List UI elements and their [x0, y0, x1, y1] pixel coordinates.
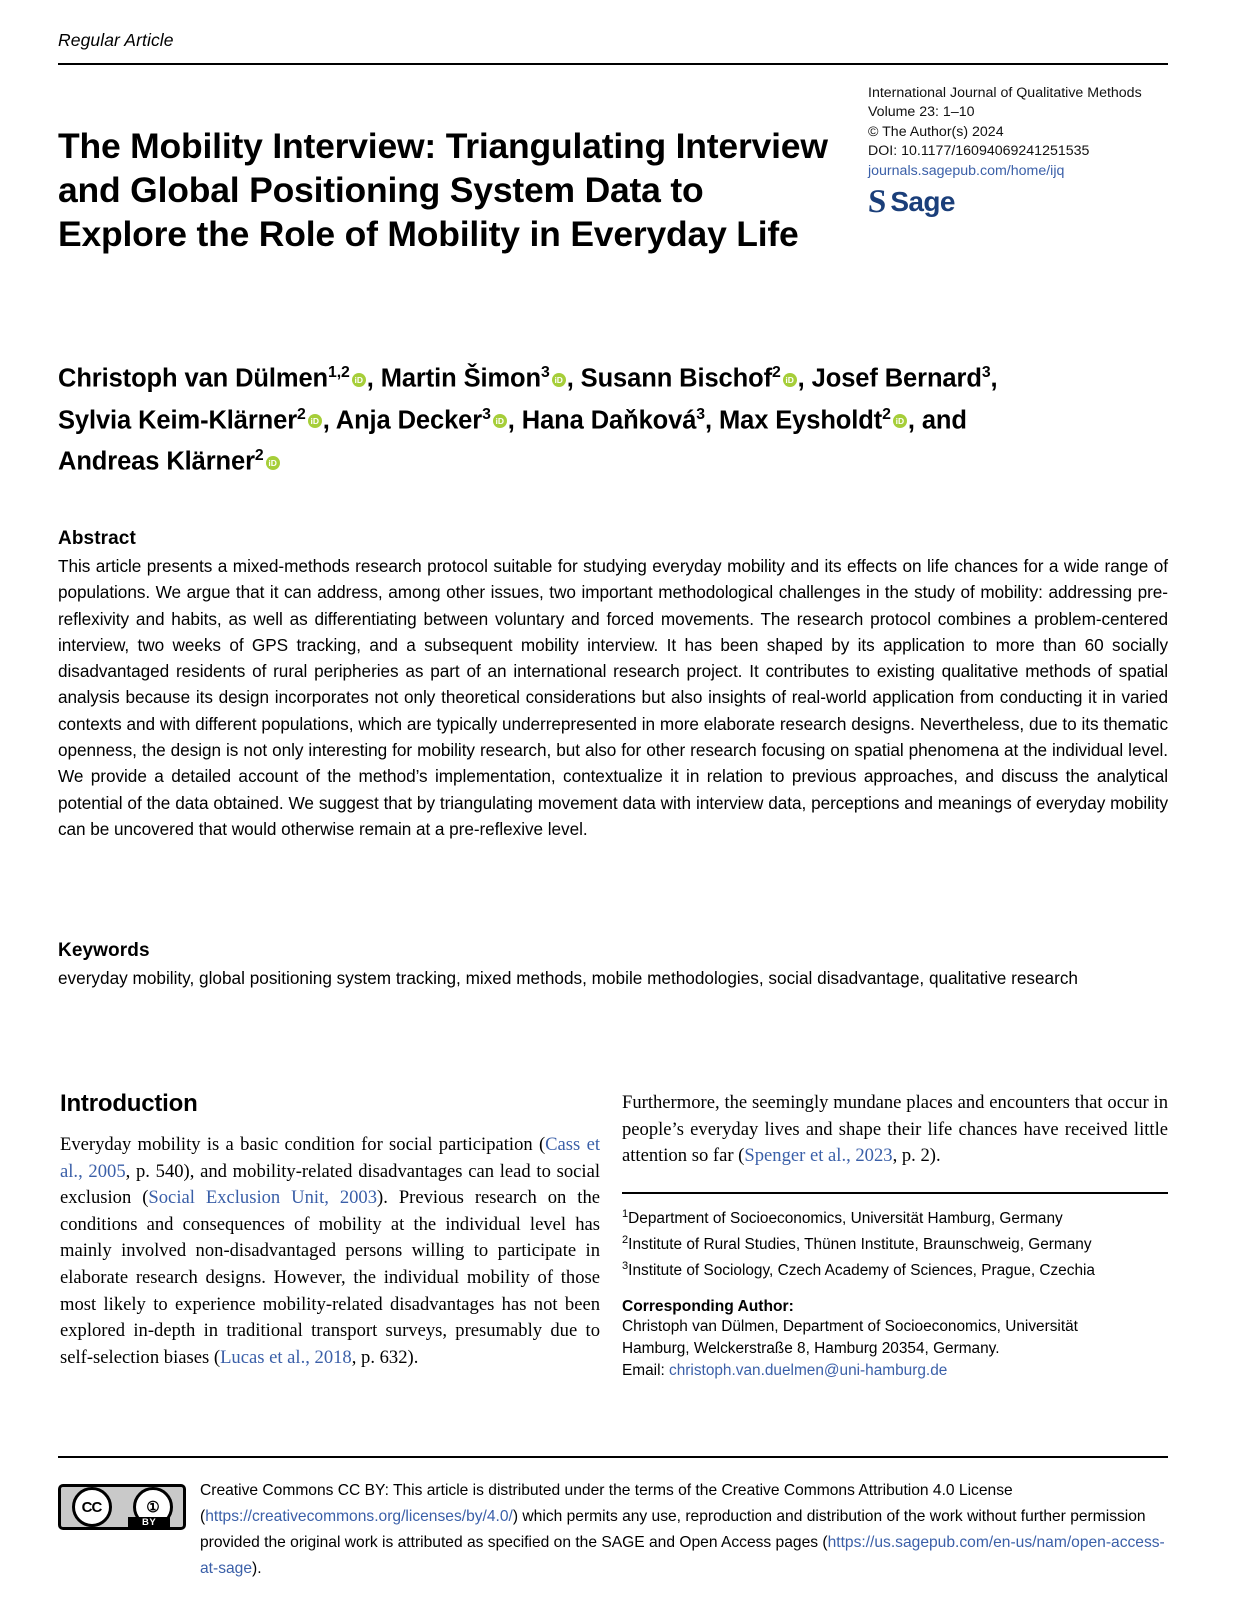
license-link-1[interactable]: https://creativecommons.org/licenses/by/4.0/ — [205, 1508, 513, 1525]
copyright-line: © The Author(s) 2024 — [868, 123, 1004, 140]
keywords-heading: Keywords — [58, 940, 150, 961]
footer-divider — [58, 1456, 1168, 1458]
orcid-icon[interactable]: iD — [352, 373, 366, 387]
doi-line: DOI: 10.1177/16094069241251535 — [868, 143, 1090, 160]
introduction-paragraph — [60, 1132, 600, 1371]
abstract-text: This article presents a mixed-methods research protocol suitable for studying everyday mobility and its effects on life chances for a wide range of populations. We argue that it can address, among other issues, two important methodological challenges in the study of mobility: addressing pre-reflexivity and habits, as well as differentiating between voluntary and forced movements. The research protocol combines a problem-centered interview, two weeks of GPS tracking, and a subsequent mobility interview. It has been shaped by its application to more than 60 socially disadvantaged residents of rural peripheries as part of an international research project. It contributes to existing qualitative methods of spatial analysis because its design incorporates not only theoretical considerations but also insights of real-world application from conducting it in varied contexts and with different populations, which are typically underrepresented in more elaborate research designs. Nevertheless, due to its thematic openness, the design is not only interesting for mobility research, but also for other research focusing on spatial phenomena at the individual level. We provide a detailed account of the method’s implementation, contextualize it in relation to previous approaches, and discuss the analytical potential of the data obtained. We suggest that by triangulating movement data with interview data, perceptions and meanings of everyday mobility can be uncovered that would otherwise remain at a pre-reflexive level. — [58, 556, 1168, 839]
affiliation-marker: 3 — [622, 1259, 629, 1272]
author-name: Hana Daňková — [521, 406, 697, 434]
intro-text-3: ). Previous research on the conditions and consequences of mobility at the individual level has mainly involved non-disadvantaged persons willing to participate in elaborate research designs. However, the individual mobility of those most likely to experience mobility-related disadvantages has not been explored in-depth in traditional transport surveys, presumably due to self-selection biases ( — [60, 1187, 601, 1368]
corresponding-author-email-row — [622, 1360, 1168, 1382]
right-text-2: , p. 2). — [892, 1145, 941, 1167]
abstract-heading: Abstract — [58, 528, 136, 549]
header-divider — [58, 63, 1168, 65]
orcid-icon[interactable]: iD — [552, 373, 566, 387]
page-title: The Mobility Interview: Triangulating Interview and Global Positioning System Data to Explore the Role of Mobility in Everyday Life — [58, 125, 828, 254]
affiliation-text: Department of Socioeconomics, Universität Hamburg, Germany — [628, 1210, 1063, 1228]
corresponding-author-block — [622, 1316, 1168, 1381]
journal-metadata — [867, 84, 1168, 221]
introduction-heading: Introduction — [60, 1090, 198, 1117]
corresponding-author-heading: Corresponding Author: — [622, 1298, 794, 1316]
affiliation-item — [622, 1256, 1168, 1282]
intro-text-2: , p. 540), and mobility-related disadvantages can lead to social exclusion ( — [60, 1160, 600, 1209]
email-link[interactable]: christoph.van.duelmen@uni-hamburg.de — [669, 1361, 948, 1379]
author-affil-marker: 1,2 — [328, 364, 350, 381]
body-column-left — [60, 1090, 600, 1371]
author-affil-marker: 3 — [981, 364, 991, 381]
orcid-icon[interactable]: iD — [783, 373, 797, 387]
author-name: Josef Bernard — [811, 364, 982, 393]
running-head: Regular Article — [58, 30, 174, 50]
cc-attribution-circle: ① — [133, 1487, 173, 1527]
footnote-divider — [622, 1192, 1168, 1194]
author-name: Christoph van Dülmen — [58, 364, 329, 393]
orcid-icon[interactable]: iD — [266, 456, 280, 470]
author-name: Susann Bischof — [580, 364, 772, 393]
license-part-2: ) which permits any use, reproduction and distribution of the work without further permission provided the original work is attributed as specified on the SAGE and Open Access pages ( — [200, 1508, 1146, 1551]
right-text-1: Furthermore, the seemingly mundane places and encounters that occur in people’s everyday lives and shape their life chances have received little attention so far ( — [622, 1092, 1168, 1167]
author-affil-marker: 3 — [541, 364, 550, 381]
author-name: Anja Decker — [335, 406, 483, 434]
affiliation-marker: 2 — [622, 1233, 629, 1246]
author-affil-marker: 3 — [482, 405, 491, 423]
sage-logo — [867, 184, 1168, 221]
citation-link[interactable]: Spenger et al., 2023 — [744, 1145, 893, 1167]
license-text — [200, 1478, 1170, 1582]
intro-text-4: , p. 632). — [351, 1346, 419, 1368]
affiliation-text: Institute of Sociology, Czech Academy of Sciences, Prague, Czechia — [628, 1261, 1095, 1279]
orcid-icon[interactable]: iD — [493, 414, 507, 428]
affiliation-text: Institute of Rural Studies, Thünen Institute, Braunschweig, Germany — [628, 1236, 1092, 1254]
citation-link[interactable]: Cass et al., 2005 — [60, 1134, 600, 1182]
keywords-text: everyday mobility, global positioning system tracking, mixed methods, mobile methodologies, social disadvantage, qualitative research — [58, 968, 1078, 988]
creative-commons-icon — [58, 1484, 186, 1530]
cc-logo-circle: CC — [72, 1487, 112, 1527]
author-affil-marker: 2 — [771, 364, 781, 381]
right-column-paragraph — [622, 1090, 1168, 1170]
author-affil-marker: 3 — [696, 405, 705, 423]
journal-name: International Journal of Qualitative Methods — [868, 85, 1142, 101]
author-affil-marker: 2 — [254, 447, 264, 464]
affiliation-list — [622, 1204, 1168, 1281]
license-part-1: Creative Commons CC BY: This article is distributed under the terms of the Creative Commons Attribution 4.0 License ( — [200, 1482, 1013, 1525]
corresponding-author-line2: Hamburg, Welckerstraße 8, Hamburg 20354, Germany. — [622, 1339, 1000, 1357]
affiliation-item — [622, 1230, 1168, 1256]
author-list: Christoph van Dülmen$^{1,2}$ iD , Martin Šimon$^3$ iD , Susann Bischof$^2$ iD , Josef Bernard$^3$, Sylvia Keim-Klärner$^2$ iD , Anja Decker$^3$ iD , Hana Daňková$^3$, Max Eysholdt$^2$ iD , and Andreas Klärner$^2$ iD — [58, 364, 998, 476]
affiliation-marker: 1 — [622, 1208, 629, 1221]
cc-by-tag: BY — [128, 1517, 170, 1528]
author-name: Andreas Klärner — [58, 447, 255, 476]
intro-text-1: Everyday mobility is a basic condition for social participation ( — [60, 1134, 546, 1155]
sage-wordmark: Sage — [890, 186, 955, 218]
affiliation-item — [622, 1204, 1168, 1230]
orcid-icon[interactable]: iD — [893, 414, 907, 428]
author-affil-marker: 2 — [882, 405, 891, 423]
author-affil-marker: 2 — [297, 405, 306, 423]
license-part-3: ). — [252, 1560, 262, 1577]
author-name: Martin Šimon — [380, 364, 541, 393]
orcid-icon[interactable]: iD — [308, 414, 322, 428]
license-link-2[interactable]: https://us.sagepub.com/en-us/nam/open-access-at-sage — [200, 1534, 1165, 1577]
abstract-section — [58, 528, 1168, 842]
email-label: Email: — [622, 1361, 670, 1379]
body-column-right — [622, 1090, 1168, 1381]
author-name: Sylvia Keim-Klärner — [58, 406, 298, 434]
sage-s-icon: S — [867, 184, 887, 221]
license-section — [58, 1478, 1170, 1582]
journal-homepage-link[interactable]: journals.sagepub.com/home/ijq — [868, 162, 1065, 179]
author-name: Max Eysholdt — [718, 406, 883, 434]
corresponding-author-line1: Christoph van Dülmen, Department of Socioeconomics, Universität — [622, 1318, 1078, 1336]
citation-link[interactable]: Lucas et al., 2018 — [220, 1346, 352, 1368]
citation-link[interactable]: Social Exclusion Unit, 2003 — [148, 1187, 378, 1209]
keywords-section — [58, 940, 1168, 991]
author-conjunction: and — [921, 406, 967, 434]
journal-volume: Volume 23: 1–10 — [868, 104, 975, 121]
